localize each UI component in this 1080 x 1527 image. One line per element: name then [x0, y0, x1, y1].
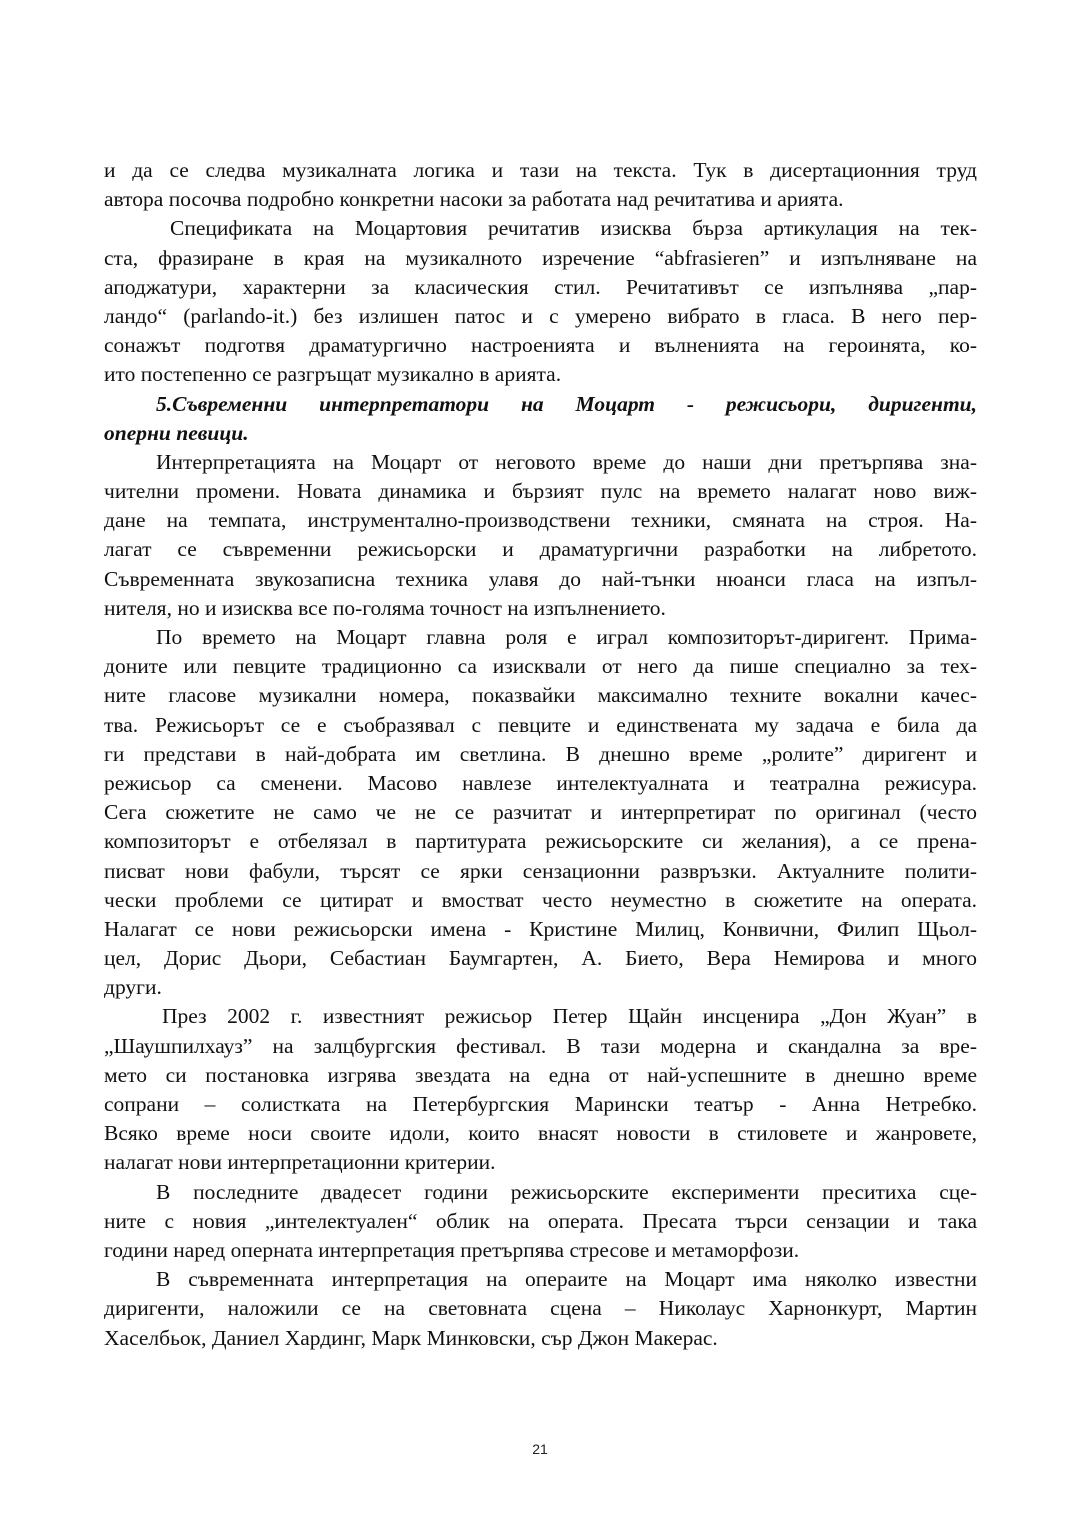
text-line: други.	[104, 975, 162, 1000]
text-line: лагат се съвременни режисьорски и драматургични разработки на либретото.	[104, 537, 977, 562]
text-line: чителни промени. Новата динамика и бързият пулс на времето налагат ново виж-	[104, 479, 977, 504]
text-line: писват нови фабули, търсят се ярки сензационни развръзки. Актуалните полити-	[104, 858, 977, 883]
text-line: „Шаушпилхауз” на залцбургския фестивал. В тази модерна и скандална за вре-	[104, 1033, 977, 1058]
text-line: През 2002 г. известният режисьор Петер Щайн инсценира „Дон Жуан” в	[162, 1004, 977, 1029]
text-line: тва. Режисьорът се е съобразявал с певците и единствената му задача е била да	[104, 712, 977, 737]
text-line: Интерпретацията на Моцарт от неговото време до наши дни претърпява зна-	[156, 449, 977, 474]
text-line: сопрани – солистката на Петербургския Марински театър - Анна Нетребко.	[104, 1092, 977, 1116]
text-line: ста, фразиране в края на музикалното изречение “abfrasieren” и изпълняване на	[104, 245, 977, 270]
text-line: чески проблеми се цитират и вмостват често неуместно в сюжетите на операта.	[104, 887, 977, 912]
page-number: 21	[532, 1441, 548, 1457]
text-line: нителя, но и изисква все по-голяма точност на изпълнението.	[104, 595, 666, 620]
text-line: автора посочва подробно конкретни насоки за работата над речитатива и арията.	[104, 187, 844, 212]
text-line: режисьор са сменени. Масово навлезе интелектуалната и театрална режисура.	[104, 770, 977, 795]
text-line: диригенти, наложили се на световната сцена – Николаус Харнонкурт, Мартин	[104, 1296, 977, 1321]
text-line: ландо“ (parlando-it.) без излишен патос и с умерено вибрато в гласа. В него пер-	[104, 303, 977, 328]
text-line: ните гласове музикални номера, показвайки максимално техните вокални качес-	[104, 683, 977, 708]
text-line: Спецификата на Моцартовия речитатив изисква бърза артикулация на тек-	[170, 216, 977, 241]
text-line: сонажът подготвя драматургично настроенията и вълненията на героинята, ко-	[104, 333, 977, 358]
body-text	[104, 156, 977, 1353]
text-line: Сега сюжетите не само че не се разчитат и интерпретират по оригинал (често	[104, 800, 977, 825]
text-line: Всяко време носи своите идоли, които внасят новости в стиловете и жанровете,	[104, 1121, 977, 1146]
text-line: В последните двадесет години режисьорските експерименти преситиха сце-	[156, 1179, 977, 1204]
section-heading: 5.Съвременни интерпретатори на Моцарт - режисьори, диригенти,	[156, 391, 977, 416]
section-heading: оперни певици.	[104, 420, 249, 445]
text-line: Съвременната звукозаписна техника улавя до най-тънки нюанси гласа на изпъл-	[104, 566, 977, 591]
text-line: мето си постановка изгрява звездата на една от най-успешните в днешно време	[104, 1062, 977, 1087]
text-line: ги представи в най-добрата им светлина. В днешно време „ролите” диригент и	[104, 741, 977, 766]
text-line: години наред оперната интерпретация претърпява стресове и метаморфози.	[104, 1237, 800, 1262]
text-line: налагат нови интерпретационни критерии.	[104, 1150, 496, 1175]
text-line: В съвременната интерпретация на операите на Моцарт има няколко известни	[156, 1267, 977, 1292]
text-line: аподжатури, характерни за класическия стил. Речитативът се изпълнява „пар-	[104, 274, 977, 299]
text-line: ито постепенно се разгръщат музикално в арията.	[104, 362, 562, 387]
text-line: ните с новия „интелектуален“ облик на операта. Пресата търси сензации и така	[104, 1208, 977, 1233]
text-line: доните или певците традиционно са изисквали от него да пише специално за тех-	[104, 654, 977, 679]
text-line: дане на темпата, инструментално-производствени техники, смяната на строя. На-	[104, 508, 977, 533]
text-line: цел, Дорис Дьори, Себастиан Баумгартен, А. Бието, Вера Немирова и много	[104, 946, 977, 971]
text-line: По времето на Моцарт главна роля е играл композиторът-диригент. Примa-	[156, 625, 977, 649]
text-line: Налагат се нови режисьорски имена - Кристине Милиц, Конвични, Филип Щьол-	[104, 916, 977, 941]
text-line: Хаселбьок, Даниел Хардинг, Марк Минковски, сър Джон Макерас.	[104, 1325, 718, 1350]
text-line: и да се следва музикалната логика и тази на текста. Тук в дисертационния труд	[104, 158, 977, 182]
text-line: композиторът е отбелязал в партитурата режисьорските си желания), а се прена-	[104, 829, 977, 854]
